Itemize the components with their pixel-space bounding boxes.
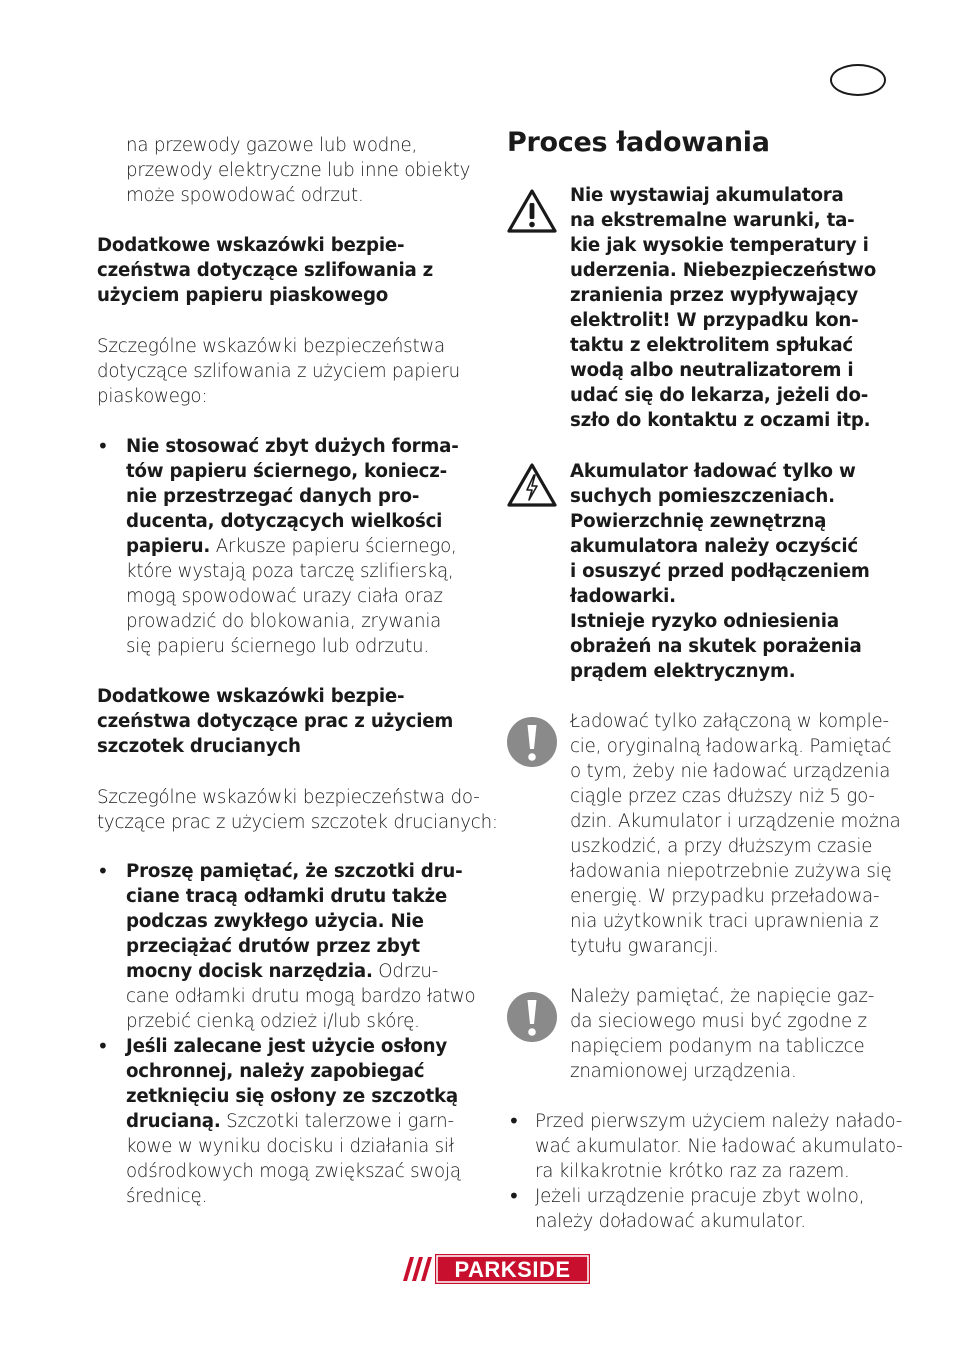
warning-triangle-icon: [506, 188, 558, 234]
warning-extreme-conditions: [570, 183, 876, 433]
section-heading-wire-brushes: [97, 684, 453, 759]
bold-line: ciane tracą odłamki drutu także: [126, 886, 448, 907]
mixed-line: [126, 534, 459, 559]
bold-line: obrażeń na skutek porażenia: [570, 636, 862, 657]
text-line: piaskowego:: [97, 386, 208, 407]
section-title: Proces ładowania: [507, 127, 770, 158]
text-line: dotyczące szlifowania z użyciem papieru: [97, 361, 461, 382]
text-line: uszkodzić, a przy dłuższym czasie: [570, 836, 873, 857]
bold-line: Nie wystawiaj akumulatora: [570, 185, 844, 206]
bullet-marker: •: [508, 1109, 520, 1133]
text-line: ładowania niepotrzebnie zużywa się: [570, 861, 892, 882]
text-line: wać akumulator. Nie ładować akumulato-: [535, 1136, 903, 1157]
parkside-logo: [399, 1253, 591, 1285]
text-line: nia użytkownik traci uprawnienia z: [570, 911, 879, 932]
bold-line: i osuszyć przed podłączeniem: [570, 561, 870, 582]
bold-phrase: drucianą.: [126, 1111, 221, 1132]
text-line: odśrodkowych mogą zwiększać swoją: [126, 1161, 461, 1182]
text-line: przewody elektryczne lub inne obiekty: [126, 160, 471, 181]
bold-line: tów papieru ściernego, koniecz-: [126, 461, 447, 482]
bullet-sandpaper-size: [126, 434, 459, 659]
text-line: Szczególne wskazówki bezpieczeństwa: [97, 336, 446, 357]
text-line: Jeżeli urządzenie pracuje zbyt wolno,: [535, 1186, 865, 1207]
text-line: prowadzić do blokowania, zrywania: [126, 611, 442, 632]
text-line: Ładować tylko załączoną w komple-: [570, 711, 889, 732]
bold-line: przeciążać drutów przez zbyt: [126, 936, 420, 957]
bullet-wire-fragments: [126, 859, 475, 1034]
text-line: Szczególne wskazówki bezpieczeństwa do-: [97, 787, 480, 808]
bold-line: na ekstremalne warunki, ta-: [570, 210, 855, 231]
bold-line: taktu z elektrolitem spłukać: [570, 335, 853, 356]
text-line: energię. W przypadku przeładowa-: [570, 886, 880, 907]
text-line: na przewody gazowe lub wodne,: [126, 135, 418, 156]
exclamation-circle-icon: [506, 716, 558, 768]
text-line: Należy pamiętać, że napięcie gaz-: [570, 986, 875, 1007]
text-line: przebić cienką odzież i/lub skórę.: [126, 1011, 420, 1032]
text-line: tyczące prac z użyciem szczotek drucianych:: [97, 812, 498, 833]
bold-line: wodą albo neutralizatorem i: [570, 360, 854, 381]
bullet-marker: •: [97, 859, 109, 883]
bold-phrase: mocny docisk narzędzia.: [126, 961, 373, 982]
heading-line: Dodatkowe wskazówki bezpie-: [97, 686, 405, 707]
bold-line: Nie stosować zbyt dużych forma-: [126, 436, 459, 457]
bullet-marker: •: [508, 1184, 520, 1208]
bold-line: Istnieje ryzyko odniesienia: [570, 611, 839, 632]
text-line: może spowodować odrzut.: [126, 185, 364, 206]
bold-line: zetknięciu się osłony ze szczotką: [126, 1086, 458, 1107]
text-line: o tym, żeby nie ładować urządzenia: [570, 761, 891, 782]
bold-line: elektrolit! W przypadku kon-: [570, 310, 859, 331]
text-line: znamionowej urządzenia.: [570, 1061, 797, 1082]
text-phrase: Odrzu-: [372, 961, 439, 982]
bold-line: udać się do lekarza, jeżeli do-: [570, 385, 869, 406]
bold-line: podczas zwykłego użycia. Nie: [126, 911, 424, 932]
text-line: da sieciowego musi być zgodne z: [570, 1011, 867, 1032]
text-line: średnicę.: [126, 1186, 208, 1207]
bold-line: ładowarki.: [570, 586, 676, 607]
bold-line: ochronnej, należy zapobiegać: [126, 1061, 425, 1082]
text-line: które wystają poza tarczę szlifierską,: [126, 561, 454, 582]
bold-line: Akumulator ładować tylko w: [570, 461, 856, 482]
section-heading-sandpaper: [97, 233, 433, 308]
bold-line: szło do kontaktu z oczami itp.: [570, 410, 871, 431]
bold-line: ducenta, dotyczących wielkości: [126, 511, 443, 532]
text-line: się papieru ściernego lub odrzutu.: [126, 636, 429, 657]
electric-shock-warning-icon: [506, 462, 558, 508]
text-line: kowe w wyniku docisku i działania sił: [126, 1136, 454, 1157]
bold-line: Jeśli zalecane jest użycie osłony: [126, 1036, 448, 1057]
bullet-guard: [126, 1034, 461, 1209]
heading-line: szczotek drucianych: [97, 736, 301, 757]
text-line: tytułu gwarancji.: [570, 936, 719, 957]
note-mains-voltage: [570, 984, 874, 1084]
bold-line: zranienia przez wypływający: [570, 285, 859, 306]
exclamation-circle-icon: [506, 991, 558, 1043]
text-line: ra kilkakrotnie krótko raz za razem.: [535, 1161, 850, 1182]
warning-dry-rooms: [570, 459, 870, 684]
mixed-line: [126, 1109, 461, 1134]
bullet-marker: •: [97, 434, 109, 458]
bullet-marker: •: [97, 1034, 109, 1058]
text-phrase: Szczotki talerzowe i garn-: [220, 1111, 454, 1132]
heading-line: czeństwa dotyczące prac z użyciem: [97, 711, 454, 732]
mixed-line: [126, 959, 475, 984]
bold-line: akumulatora należy oczyścić: [570, 536, 858, 557]
paragraph-sandpaper: [97, 334, 460, 409]
text-line: cane odłamki drutu mogą bardzo łatwo: [126, 986, 476, 1007]
bullet-first-charge: [535, 1109, 903, 1184]
heading-line: Dodatkowe wskazówki bezpie-: [97, 235, 405, 256]
text-line: należy doładować akumulator.: [535, 1211, 806, 1232]
bold-line: Proszę pamiętać, że szczotki dru-: [126, 861, 463, 882]
bullet-recharge: [535, 1184, 864, 1234]
bold-line: uderzenia. Niebezpieczeństwo: [570, 260, 877, 281]
text-line: dzin. Akumulator i urządzenie można: [570, 811, 901, 832]
heading-line: czeństwa dotyczące szlifowania z: [97, 260, 434, 281]
text-line: mogą spowodować urazy ciała oraz: [126, 586, 443, 607]
bold-line: kie jak wysokie temperatury i: [570, 235, 869, 256]
text-line: cie, oryginalną ładowarką. Pamiętać: [570, 736, 892, 757]
bold-phrase: papieru.: [126, 536, 211, 557]
bold-line: Powierzchnię zewnętrzną: [570, 511, 827, 532]
bold-line: suchych pomieszczeniach.: [570, 486, 835, 507]
text-line: ciągle przez czas dłuższy niż 5 go-: [570, 786, 875, 807]
paragraph-wire-brushes: [97, 785, 498, 835]
note-original-charger: [570, 709, 901, 959]
logo-wordmark: PARKSIDE: [454, 1257, 571, 1282]
text-line: napięciem podanym na tabliczce: [570, 1036, 865, 1057]
intro-paragraph: [126, 133, 470, 208]
bold-line: prądem elektrycznym.: [570, 661, 796, 682]
text-line: Przed pierwszym użyciem należy nałado-: [535, 1111, 903, 1132]
bold-line: nie przestrzegać danych pro-: [126, 486, 420, 507]
page-language-oval: [830, 64, 886, 96]
heading-line: użyciem papieru piaskowego: [97, 285, 389, 306]
text-phrase: Arkusze papieru ściernego,: [210, 536, 457, 557]
